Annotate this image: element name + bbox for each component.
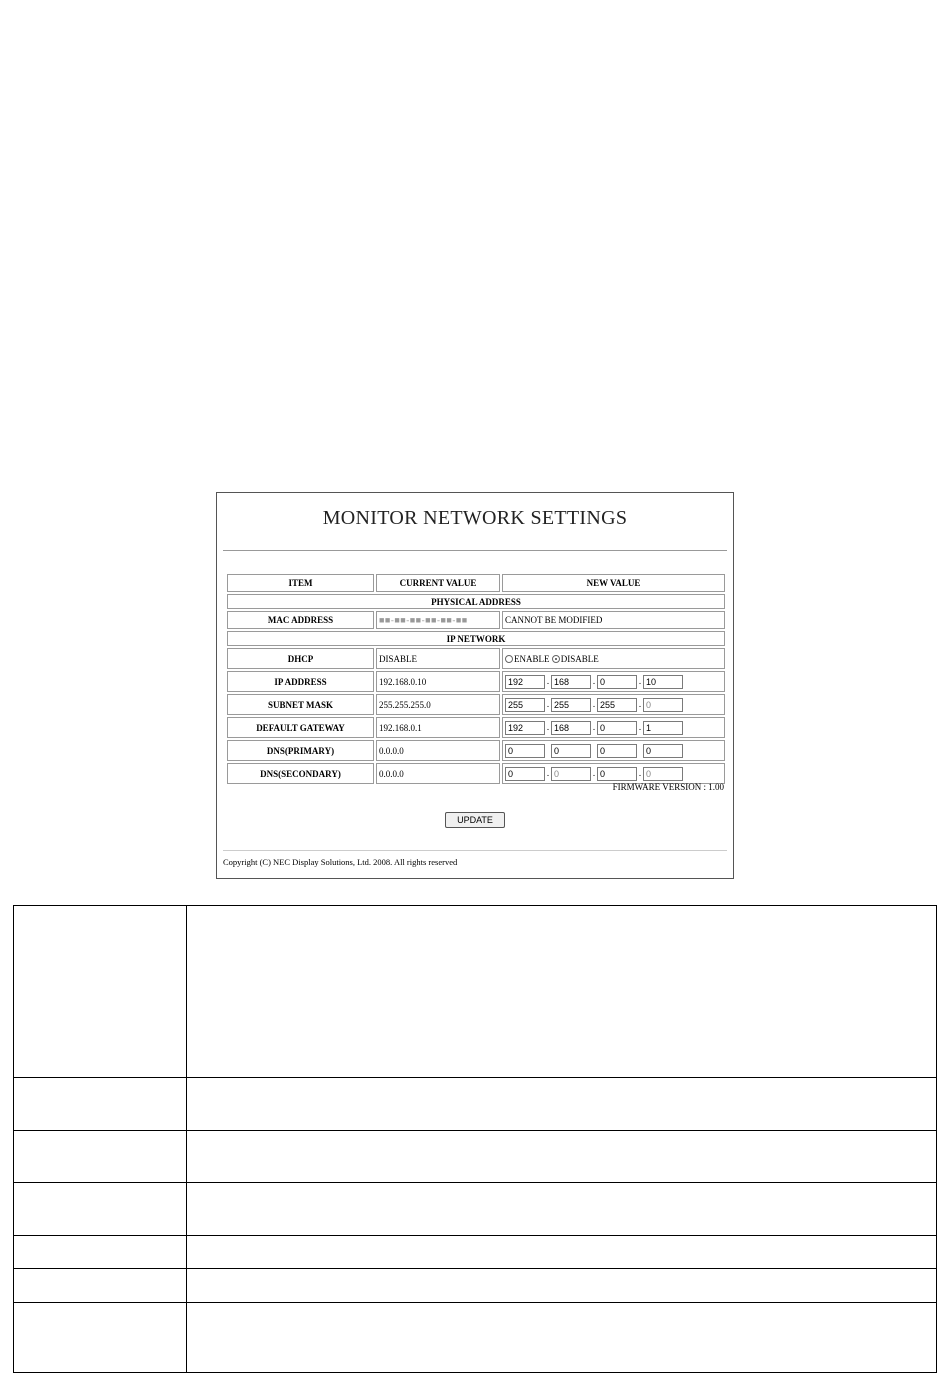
dhcp-new: [502, 648, 725, 669]
table-cell: [14, 906, 187, 1078]
table-row: [227, 763, 725, 784]
octet-separator: .: [638, 721, 642, 732]
description-table: [13, 905, 937, 1373]
dns-secondary-label: DNS(SECONDARY): [227, 763, 374, 784]
gateway-octet-2-input[interactable]: 168: [551, 721, 591, 735]
table-row: [227, 717, 725, 738]
network-settings-screenshot: [216, 492, 734, 879]
dns2-octet-1-input[interactable]: 0: [505, 767, 545, 781]
dhcp-enable-label: ENABLE: [514, 653, 550, 664]
header-current-value: CURRENT VALUE: [376, 574, 500, 592]
table-row: [14, 1303, 937, 1373]
ip-octet-3-input[interactable]: 0: [597, 675, 637, 689]
octet-separator: .: [546, 721, 550, 732]
ip-octet-1-input[interactable]: 192: [505, 675, 545, 689]
default-gateway-label: DEFAULT GATEWAY: [227, 717, 374, 738]
table-row: [227, 611, 725, 629]
dns2-octet-2-input[interactable]: 0: [551, 767, 591, 781]
table-row: [14, 1183, 937, 1236]
octet-separator: .: [592, 767, 596, 778]
copyright-notice: Copyright (C) NEC Display Solutions, Ltd. 2008. All rights reserved: [223, 857, 458, 867]
table-row: [14, 1078, 937, 1131]
table-cell: [14, 1078, 187, 1131]
mask-octet-2-input[interactable]: 255: [551, 698, 591, 712]
mac-address-label: MAC ADDRESS: [227, 611, 374, 629]
gateway-octet-3-input[interactable]: 0: [597, 721, 637, 735]
update-button[interactable]: UPDATE: [445, 812, 505, 828]
dns-primary-current: 0.0.0.0: [376, 740, 500, 761]
footer-divider: [223, 850, 727, 851]
table-cell: [187, 906, 937, 1078]
table-cell: [14, 1303, 187, 1373]
gateway-octet-4-input[interactable]: 1: [643, 721, 683, 735]
octet-separator: .: [638, 675, 642, 686]
mac-address-current: ■■-■■-■■-■■-■■-■■: [376, 611, 500, 629]
subnet-mask-current: 255.255.255.0: [376, 694, 500, 715]
table-cell: [187, 1236, 937, 1269]
octet-separator: .: [638, 698, 642, 709]
ip-address-new: [502, 671, 725, 692]
table-row: [227, 671, 725, 692]
octet-separator: .: [546, 675, 550, 686]
table-row: [227, 740, 725, 761]
table-cell: [187, 1183, 937, 1236]
page-title: MONITOR NETWORK SETTINGS: [322, 507, 628, 529]
table-row: [14, 1236, 937, 1269]
header-row: [227, 574, 725, 592]
dns-secondary-current: 0.0.0.0: [376, 763, 500, 784]
section-ip-network: IP NETWORK: [227, 631, 725, 646]
table-cell: [187, 1078, 937, 1131]
subnet-mask-label: SUBNET MASK: [227, 694, 374, 715]
firmware-version: FIRMWARE VERSION : 1.00: [612, 782, 724, 792]
dns2-octet-3-input[interactable]: 0: [597, 767, 637, 781]
octet-separator: .: [592, 698, 596, 709]
gateway-octet-1-input[interactable]: 192: [505, 721, 545, 735]
octet-separator: .: [592, 675, 596, 686]
table-cell: [187, 1269, 937, 1303]
table-row: [14, 1269, 937, 1303]
dhcp-label: DHCP: [227, 648, 374, 669]
mask-octet-1-input[interactable]: 255: [505, 698, 545, 712]
dns-primary-label: DNS(PRIMARY): [227, 740, 374, 761]
dhcp-current: DISABLE: [376, 648, 500, 669]
octet-separator: .: [592, 721, 596, 732]
table-row: [227, 648, 725, 669]
dhcp-enable-radio[interactable]: [505, 655, 513, 663]
table-row: [14, 906, 937, 1078]
table-cell: [14, 1131, 187, 1183]
section-physical-address: PHYSICAL ADDRESS: [227, 594, 725, 609]
section-row-physical: [227, 594, 725, 609]
default-gateway-current: 192.168.0.1: [376, 717, 500, 738]
mask-octet-3-input[interactable]: 255: [597, 698, 637, 712]
octet-separator: .: [638, 767, 642, 778]
ip-address-label: IP ADDRESS: [227, 671, 374, 692]
table-cell: [187, 1303, 937, 1373]
octet-separator: .: [546, 698, 550, 709]
section-row-ip: [227, 631, 725, 646]
dns1-octet-1-input[interactable]: 0: [505, 744, 545, 758]
header-new-value: NEW VALUE: [502, 574, 725, 592]
default-gateway-new: [502, 717, 725, 738]
dns1-octet-4-input[interactable]: 0: [643, 744, 683, 758]
table-row: [14, 1131, 937, 1183]
dns1-octet-3-input[interactable]: 0: [597, 744, 637, 758]
dns2-octet-4-input[interactable]: 0: [643, 767, 683, 781]
mask-octet-4-input[interactable]: 0: [643, 698, 683, 712]
ip-octet-4-input[interactable]: 10: [643, 675, 683, 689]
header-item: ITEM: [227, 574, 374, 592]
table-cell: [14, 1236, 187, 1269]
subnet-mask-new: [502, 694, 725, 715]
table-cell: [187, 1131, 937, 1183]
table-row: [227, 694, 725, 715]
title-divider: [223, 550, 727, 551]
dns-secondary-new: [502, 763, 725, 784]
settings-table: [225, 572, 727, 786]
table-cell: [14, 1183, 187, 1236]
dhcp-disable-label: DISABLE: [560, 653, 599, 664]
table-cell: [14, 1269, 187, 1303]
ip-octet-2-input[interactable]: 168: [551, 675, 591, 689]
dns-primary-new: [502, 740, 725, 761]
octet-separator: .: [546, 767, 550, 778]
ip-address-current: 192.168.0.10: [376, 671, 500, 692]
dns1-octet-2-input[interactable]: 0: [551, 744, 591, 758]
mac-address-new: CANNOT BE MODIFIED: [502, 611, 725, 629]
dhcp-disable-radio[interactable]: [552, 655, 560, 663]
